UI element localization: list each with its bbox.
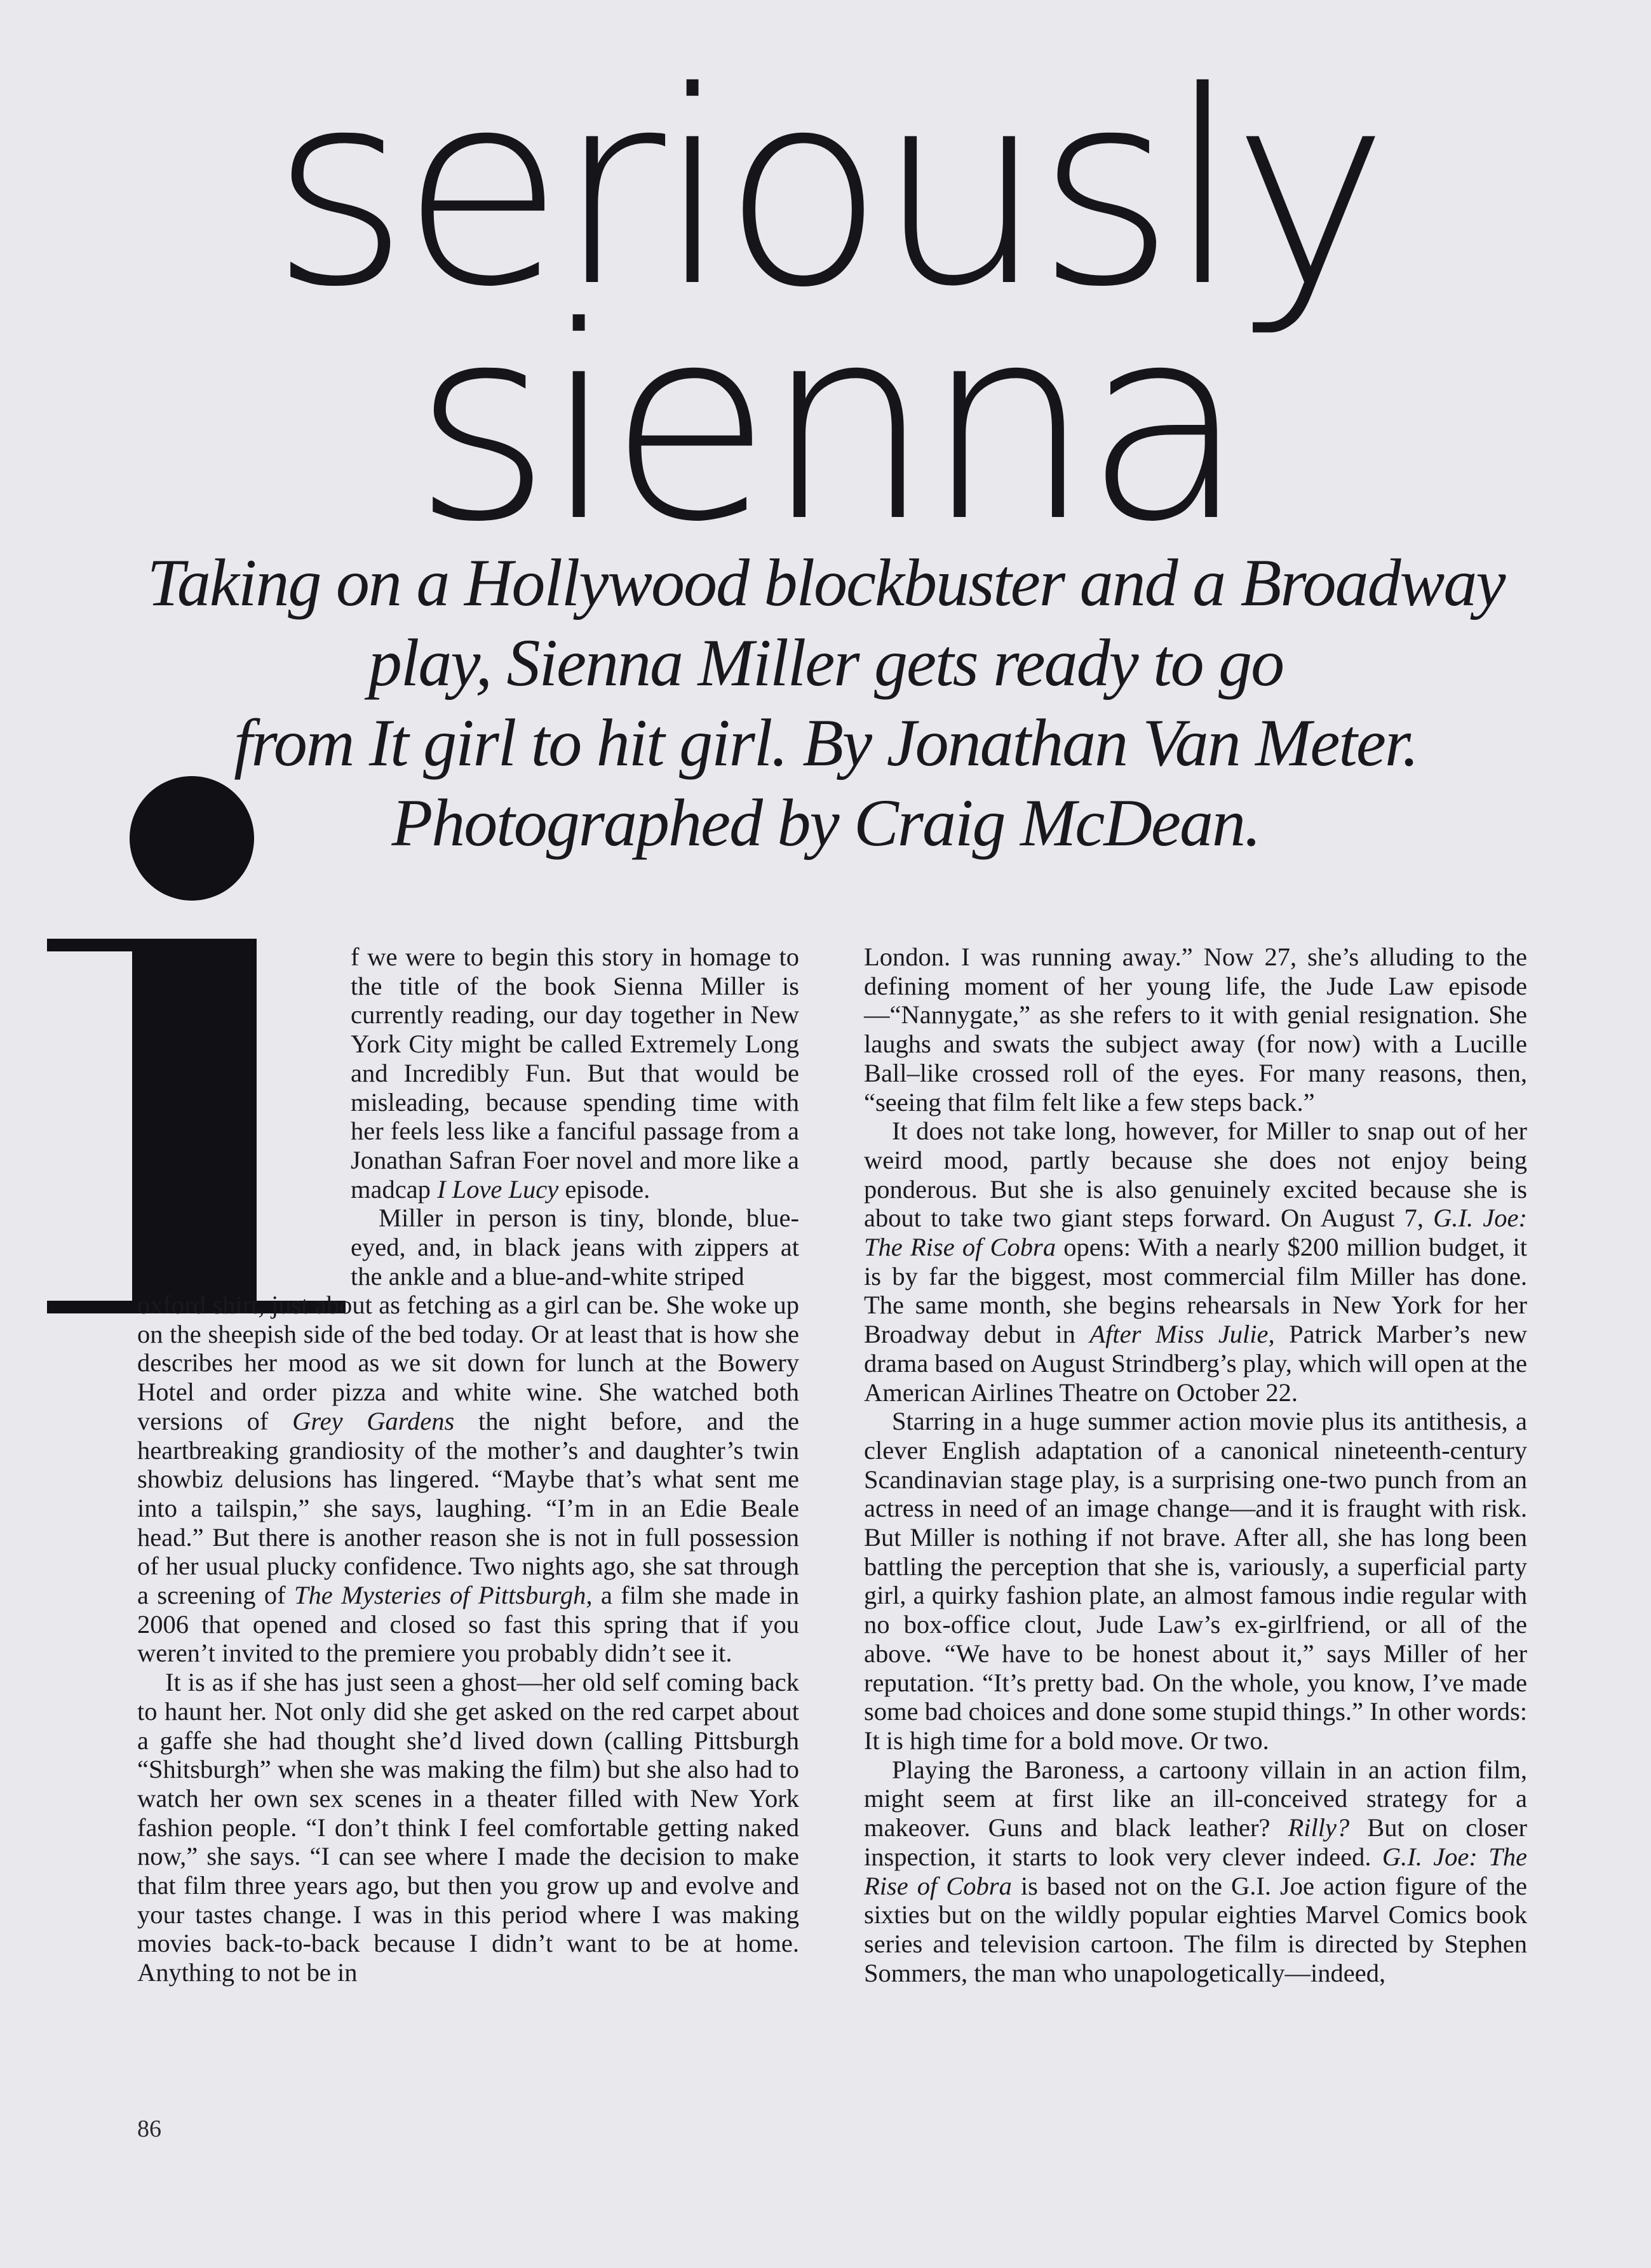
dropcap-stem (132, 939, 257, 1307)
dropcap-letter-i (47, 939, 346, 1317)
text-run: a film she made in 2006 that opened and closed so fast this spring that if you weren’t invited to the premiere you probably didn’t see it. (137, 1581, 800, 1668)
paragraph-3: It is as if she has just seen a ghost—her old self coming back to haunt her. Not only did she get asked on the red carpet about a gaffe she had thought she’d lived down (calling Pittsburgh “Shitsburgh” when she was making the film) but she also had to watch her own sex scenes in a theater filled with New York fashion people. “I don’t think I feel comfortable getting naked now,” she says. “I can see where I made the decision to make that film three years ago, but then you grow up and evolve and your tastes change. I was in this period where I was making movies back-to-back because I didn’t want to be at home. Anything to not be in (137, 1668, 799, 1987)
italic-word: Rilly? (1288, 1813, 1350, 1842)
paragraph-5: Starring in a huge summer action movie plus its antithesis, a clever English adaptation of a canonical nineteenth-century Scandinavian stage play, is a surprising one-two punch from an actress in need of an image change—and it is fraught with risk. But Miller is nothing if not brave. After all, she has long been battling the perception that she is, variously, a superficial party girl, a quirky fashion plate, an almost famous indie regular with no box-office clout, Jude Law’s ex-girlfriend, or all of the above. “We have to be honest about it,” says Miller of her reputation. “It’s pretty bad. On the whole, you know, I’ve made some bad choices and done some stupid things.” In other words: It is high time for a bold move. Or two. (864, 1407, 1527, 1755)
text-run: Playing the Baroness, a cartoony villain in an action film, might seem at first like an ill-conceived strategy for a makeover. Guns and black leather? (864, 1755, 1527, 1842)
deck-line-3: from It girl to hit girl. By Jonathan Van Meter. (234, 706, 1418, 780)
paragraph-4 (864, 1117, 1527, 1407)
text-run: opens: With a nearly $200 million budget, it is by far the biggest, most commercial film Miller has done. The same month, she begins rehearsals in New York for her Broadway debut in (864, 1233, 1527, 1349)
text-run: Patrick Marber’s new drama based on August Strindberg’s play, which will open at the American Airlines Theatre on October 22. (864, 1320, 1527, 1407)
article-column-1-top (351, 943, 799, 1291)
deck-line-1: Taking on a Hollywood blockbuster and a Broadway (147, 546, 1505, 620)
text-run: It does not take long, however, for Miller to snap out of her weird mood, partly because she does not enjoy being ponderous. But she is also genuinely excited because she is about to take two giant steps forward. On August 7, (864, 1117, 1527, 1233)
headline-line-1: seriously (270, 35, 1381, 346)
article-column-1-bottom (137, 1291, 799, 1987)
paragraph-2-continued (137, 1291, 799, 1668)
italic-title: I Love Lucy (437, 1174, 559, 1204)
headline-line-2: sienna (412, 270, 1239, 580)
italic-title: G.I. Joe: The Rise of Cobra (864, 1842, 1527, 1900)
paragraph-1 (351, 943, 799, 1204)
italic-title: Grey Gardens (292, 1406, 455, 1435)
italic-title: G.I. Joe: The Rise of Cobra (864, 1204, 1527, 1262)
text-run: episode. (558, 1174, 650, 1204)
text-run: But on closer inspection, it starts to look very clever indeed. (864, 1813, 1528, 1871)
dropcap-dot (130, 776, 254, 901)
text-run: the night before, and the heartbreaking grandiosity of the mother’s and daughter’s twin showbiz delusions has lingered. “Maybe that’s what sent me into a tailspin,” she says, laughing. “I’m in an Edie Beale head.” But there is another reason she is not in full possession of her usual plucky confidence. Two nights ago, she sat through a screening of (137, 1406, 799, 1610)
page-number: 86 (137, 2116, 161, 2142)
text-run: f we were to begin this story in homage to the title of the book Sienna Miller is currently reading, our day together in New York City might be called Extremely Long and Incredibly Fun. But that would be misleading, because spending time with her feels less like a fanciful passage from a Jonathan Safran Foer novel and more like a madcap (351, 943, 799, 1204)
deck-line-2: play, Sienna Miller gets ready to go (368, 626, 1284, 700)
article-column-2 (864, 943, 1527, 1987)
deck-line-4: Photographed by Craig McDean. (391, 786, 1260, 860)
italic-title: After Miss Julie, (1089, 1320, 1275, 1349)
text-run: is based not on the G.I. Joe action figure of the sixties but on the wildly popular eighties Marvel Comics book series and television cartoon. The film is directed by Stephen Sommers, the man who unapologetically—indeed, (864, 1871, 1527, 1987)
paragraph-6 (864, 1755, 1527, 1988)
paragraph-3-continued: London. I was running away.” Now 27, she’s alluding to the defining moment of her young life, the Jude Law episode—“Nannygate,” as she refers to it with genial resignation. She laughs and swats the subject away (for now) with a Lucille Ball–like crossed roll of the eyes. For many reasons, then, “seeing that film felt like a few steps back.” (864, 943, 1527, 1117)
italic-title: The Mysteries of Pittsburgh, (294, 1581, 593, 1610)
paragraph-2-start: Miller in person is tiny, blonde, blue-eyed, and, in black jeans with zippers at the ankle and a blue-and-white striped (351, 1204, 799, 1291)
deck-subtitle (95, 543, 1556, 863)
text-run: oxford shirt, just about as fetching as a girl can be. She woke up on the sheepish side of the bed today. Or at least that is how she describes her mood as we sit down for lunch at the Bowery Hotel and order pizza and white wine. She watched both versions of (137, 1291, 799, 1435)
